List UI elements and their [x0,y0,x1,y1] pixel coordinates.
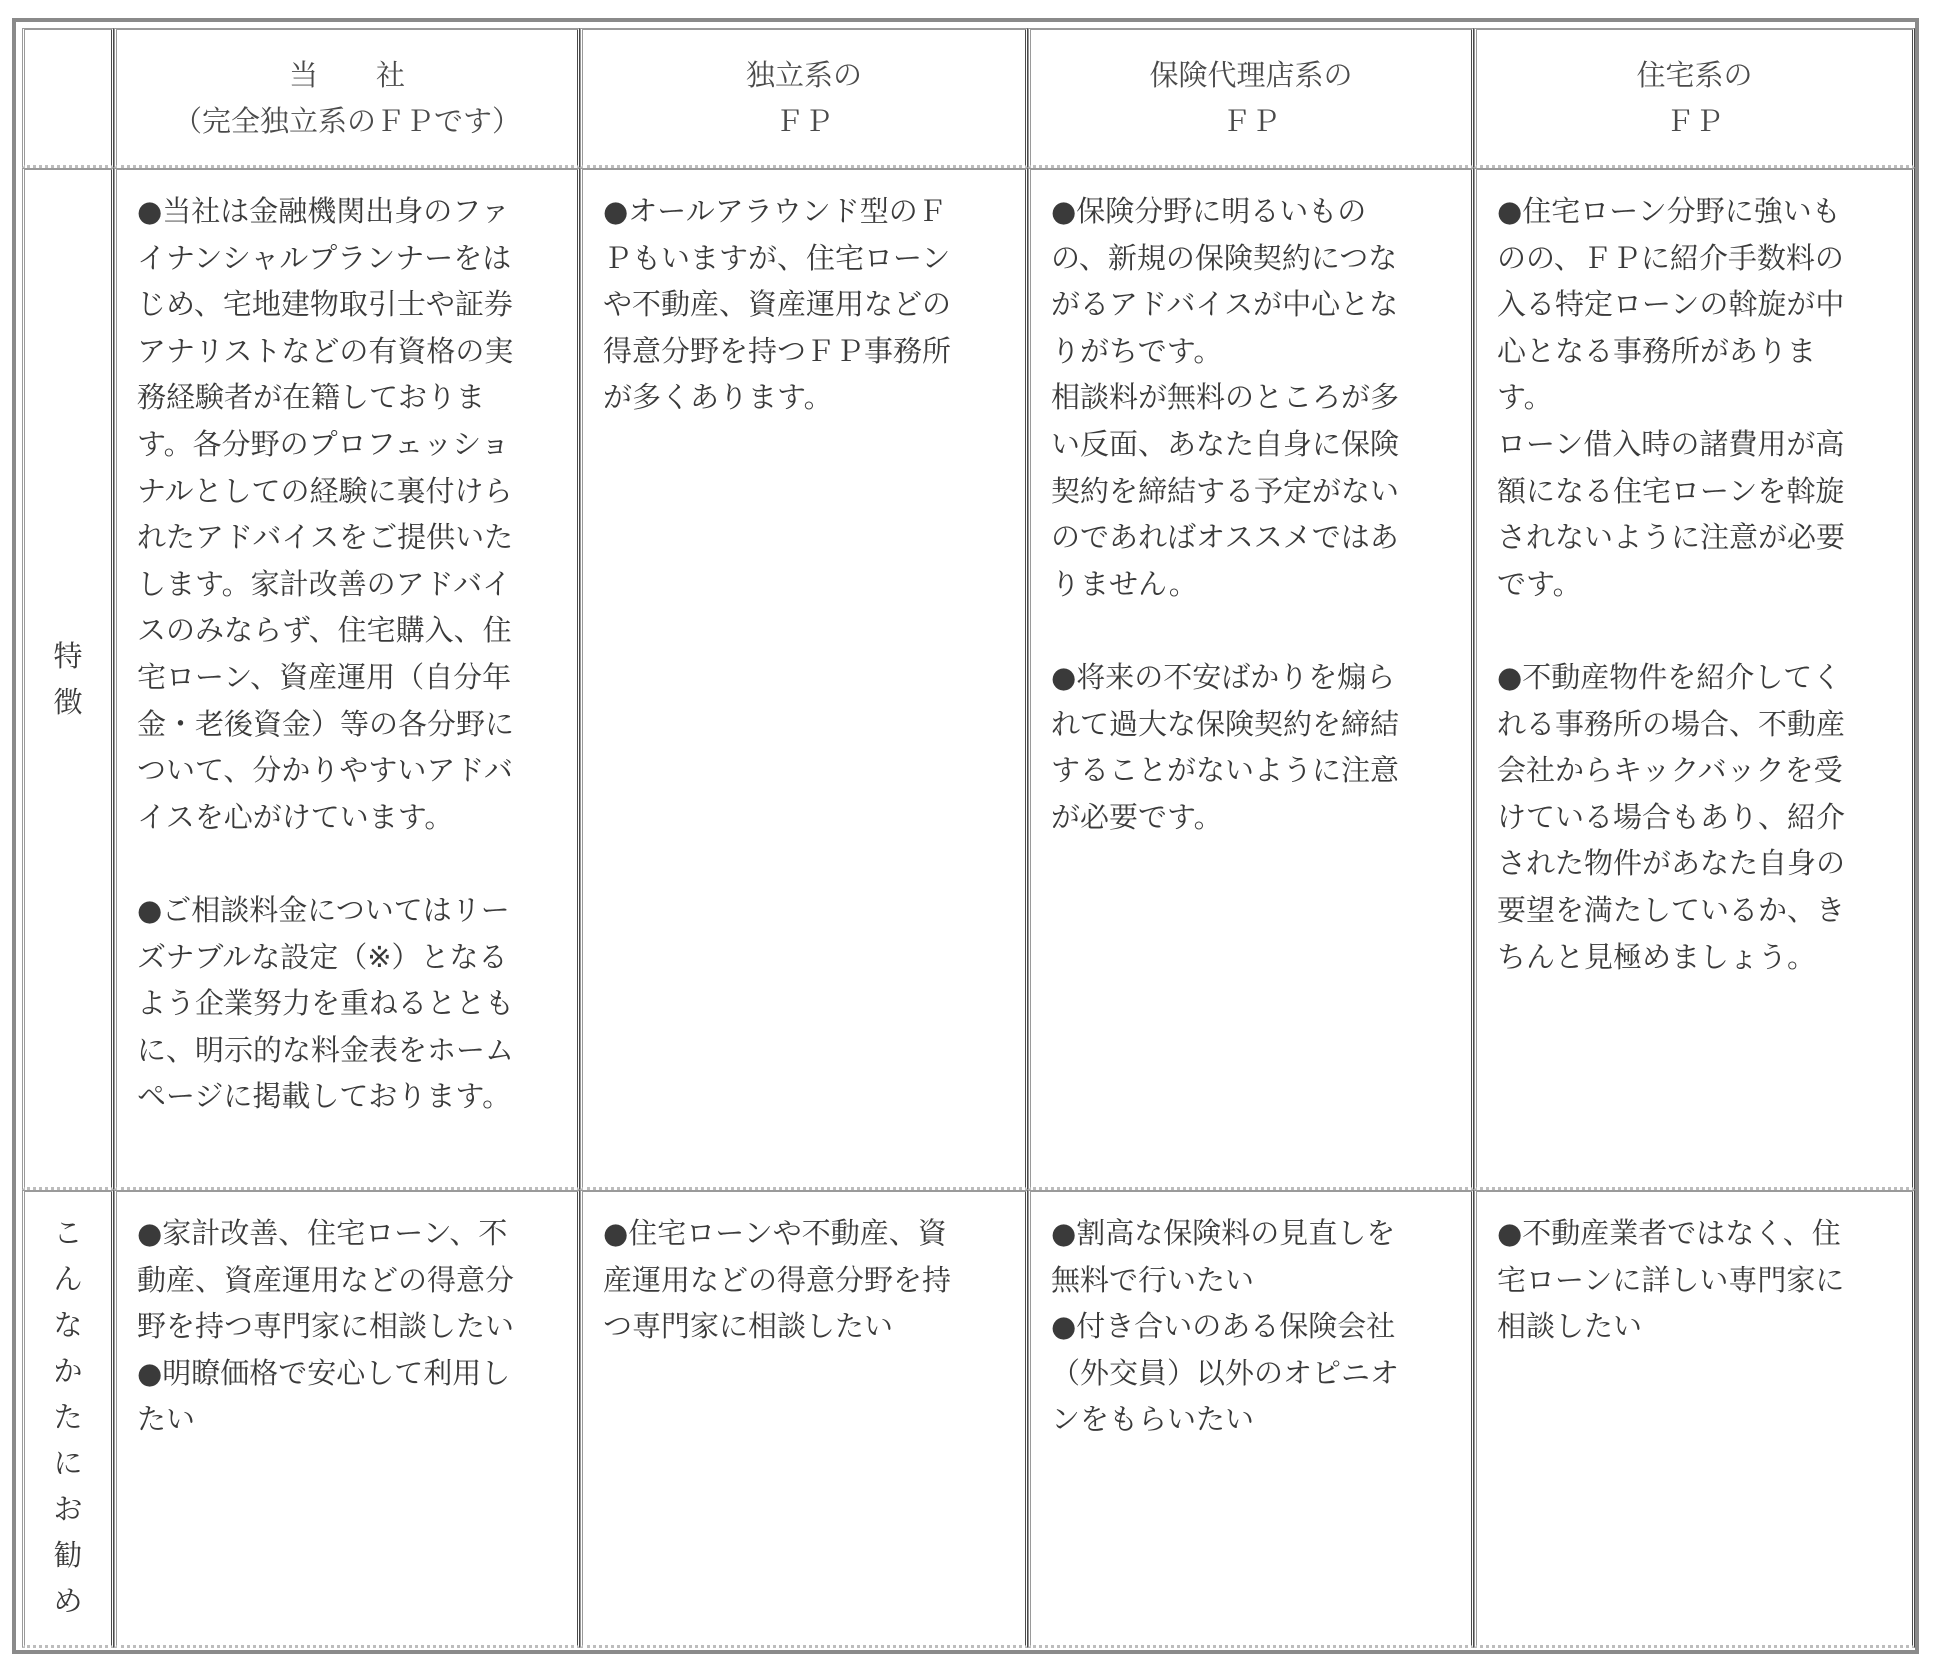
text-line: が多くあります。 [603,380,833,415]
text-line: じめ、宅地建物取引士や証券 [137,287,513,322]
header-corner-cell [22,28,114,168]
header-housing [1474,28,1915,168]
text-line: す。 [1497,380,1553,415]
text-line: つ専門家に相談したい [603,1309,894,1344]
features-insurance-cell [1028,168,1474,1190]
text-line: ●住宅ローンや不動産、資 [603,1216,947,1250]
recommend-independent-cell [580,1190,1028,1648]
text-line: ちんと見極めましょう。 [1497,939,1817,974]
header-housing-line1: 住宅系の [1636,57,1753,92]
text-line: 宅ローン、資産運用（自分年 [137,659,512,694]
header-independent-line2: ＦＰ [774,103,833,138]
text-line: りがちです。 [1051,333,1223,368]
header-insurance-line2: ＦＰ [1221,103,1280,138]
text-line: よう企業努力を重ねるととも [137,986,515,1021]
comparison-table [12,18,1919,1654]
text-line: することがないように注意 [1051,753,1400,788]
row-label-recommend-text: こんなかたにお勧め [53,1216,83,1618]
header-ours [114,28,580,168]
text-line: がるアドバイスが中心とな [1051,287,1399,322]
header-independent [580,28,1028,168]
text-line: の、新規の保険契約につな [1051,240,1398,275]
text-line: Ｐもいますが、住宅ローン [603,240,951,275]
text-line: イナンシャルプランナーをは [137,240,512,275]
text-line: 会社からキックバックを受 [1497,753,1843,788]
text-line: ●割高な保険料の見直しを [1051,1216,1396,1250]
text-line: ●ご相談料金についてはリー [137,892,510,927]
text-line: 契約を締結する予定がない [1051,473,1400,508]
text-line: ●明瞭価格で安心して利用し [137,1355,511,1390]
text-line: りません。 [1051,566,1198,601]
text-line: ●付き合いのある保険会社 [1051,1309,1396,1344]
text-line: ●不動産物件を紹介してく [1497,659,1842,694]
text-line: 産運用などの得意分野を持 [603,1262,952,1297]
text-line: ●将来の不安ばかりを煽ら [1051,659,1396,694]
text-line: れる事務所の場合、不動産 [1497,706,1846,741]
text-line: が必要です。 [1051,799,1223,834]
header-housing-line2: ＦＰ [1665,103,1724,138]
text-line: ンをもらいたい [1051,1402,1255,1437]
text-line: す。各分野のプロフェッショ [137,426,510,461]
text-line: 野を持つ専門家に相談したい [137,1309,515,1344]
text-line [1051,607,1451,654]
text-line: 無料で行いたい [1051,1262,1255,1297]
text-line: 相談したい [1497,1309,1643,1344]
row-label-recommend [22,1190,114,1648]
row-label-features-text: 特徴 [53,638,83,719]
text-line: ついて、分かりやすいアドバ [137,753,513,788]
text-line: ●住宅ローン分野に強いも [1497,194,1841,228]
text-line: ページに掲載しております。 [137,1079,512,1114]
text-line: 務経験者が在籍しておりま [137,380,486,415]
text-line: 動産、資産運用などの得意分 [137,1262,515,1297]
text-line: イスを心がけています。 [137,799,454,834]
text-line: ナルとしての経験に裏付けら [137,473,513,508]
text-line: のであればオススメではあ [1051,520,1399,555]
header-insurance [1028,28,1474,168]
text-line: ●当社は金融機関出身のファ [137,194,510,228]
text-line: （外交員）以外のオピニオ [1051,1355,1400,1390]
text-line: れて過大な保険契約を締結 [1051,706,1400,741]
text-line: 心となる事務所がありま [1497,333,1817,368]
recommend-ours-cell [114,1190,580,1648]
text-line: ●保険分野に明るいもの [1051,194,1367,228]
text-line: します。家計改善のアドバイ [137,566,512,601]
text-line: ローン借入時の諸費用が高 [1497,426,1845,461]
text-line: や不動産、資産運用などの [603,287,952,322]
text-line: 入る特定ローンの斡旋が中 [1497,287,1845,322]
text-line: されないように注意が必要 [1497,520,1846,555]
text-line: たい [137,1402,196,1437]
text-line: のの、ＦＰに紹介手数料の [1497,240,1844,275]
text-line: い反面、あなた自身に保険 [1051,426,1400,461]
recommend-insurance-cell [1028,1190,1474,1648]
text-line: ●オールアラウンド型のＦ [603,194,947,228]
text-line: 要望を満たしているか、き [1497,892,1846,927]
text-line: 額になる住宅ローンを斡旋 [1497,473,1845,508]
features-housing-cell [1474,168,1915,1190]
text-line: に、明示的な料金表をホーム [137,1032,515,1067]
text-line: 得意分野を持つＦＰ事務所 [603,333,952,368]
text-line: ●家計改善、住宅ローン、不 [137,1216,508,1250]
recommend-housing-cell [1474,1190,1915,1648]
header-independent-line1: 独立系の [745,57,862,92]
text-line [1497,607,1892,654]
row-label-features [22,168,114,1190]
header-insurance-line1: 保険代理店系の [1149,57,1353,92]
text-line: 金・老後資金）等の各分野に [137,706,515,741]
text-line [137,840,557,887]
header-ours-line1: 当 社 [288,57,405,92]
text-line: 宅ローンに詳しい専門家に [1497,1262,1845,1297]
text-line: 相談料が無料のところが多 [1051,380,1400,415]
text-line: けている場合もあり、紹介 [1497,799,1846,834]
text-line: です。 [1497,566,1582,601]
text-line: ●不動産業者ではなく、住 [1497,1216,1841,1250]
features-ours-cell [114,168,580,1190]
text-line: スのみならず、住宅購入、住 [137,613,512,648]
text-line: ズナブルな設定（※）となる [137,939,508,974]
text-line: アナリストなどの有資格の実 [137,333,514,368]
features-independent-cell [580,168,1028,1190]
text-line: れたアドバイスをご提供いた [137,520,514,555]
header-ours-line2: （完全独立系のＦＰです） [172,103,521,138]
text-line: された物件があなた自身の [1497,846,1846,881]
